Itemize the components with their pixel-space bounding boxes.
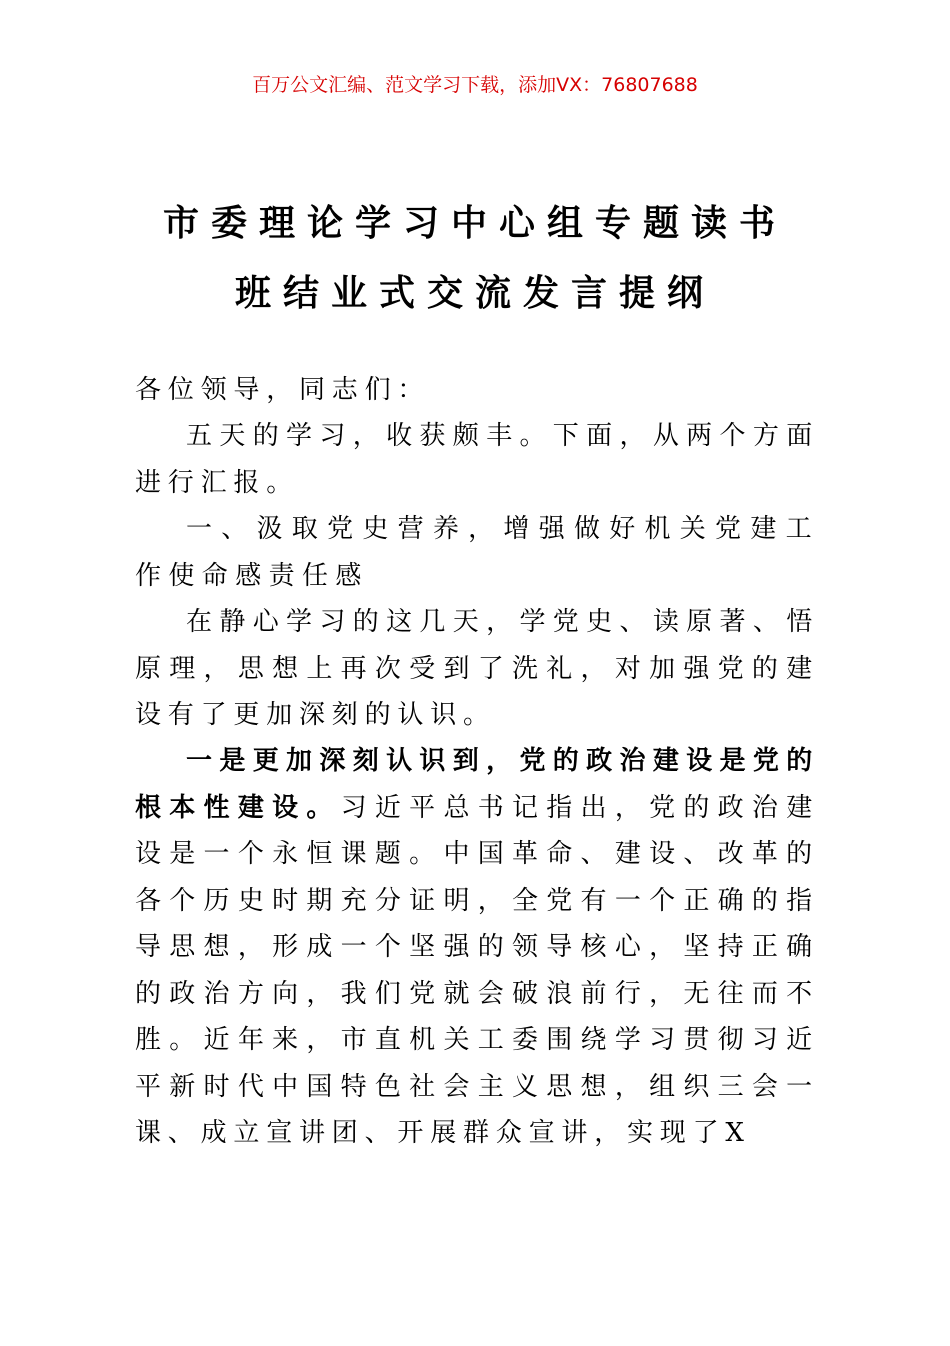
salutation: 各位领导，同志们： xyxy=(135,375,431,405)
paragraph-text: 习近平总书记指出，党的政治建设是一个永恒课题。中国革命、建设、改革的各个历史时期充分证明，全党有一个正确的指导思想，形成一个坚强的领导核心，坚持正确的政治方向，我们党就会破浪前行，无往而不胜。近年来，市直机关工委围绕学习贯彻习近平新时代中国特色社会主义思想，组织三会一课、成立宣讲团、开展群众宣讲，实现了 xyxy=(135,792,819,1148)
paragraph-political-building xyxy=(135,738,819,1157)
intro-paragraph: 五天的学习，收获颇丰。下面，从两个方面进行汇报。 xyxy=(135,421,819,498)
paragraph-lead: 一是更加深刻认识到，党的政治建设是党的根本性建设。 xyxy=(135,746,819,823)
section-heading-1: 一、汲取党史营养，增强做好机关党建工作使命感责任感 xyxy=(135,514,819,591)
paragraph-learning: 在静心学习的这几天，学党史、读原著、悟原理，思想上再次受到了洗礼，对加强党的建设有了更加深刻的认识。 xyxy=(135,607,819,730)
watermark-header: 百万公文汇编、范文学习下载，添加VX：76807688 xyxy=(252,74,698,96)
document-title-line-2: 班结业式交流发言提纲 xyxy=(234,273,715,314)
document-title-line-1: 市委理论学习中心组专题读书 xyxy=(162,203,787,244)
paragraph-tail: X xyxy=(725,1118,744,1148)
